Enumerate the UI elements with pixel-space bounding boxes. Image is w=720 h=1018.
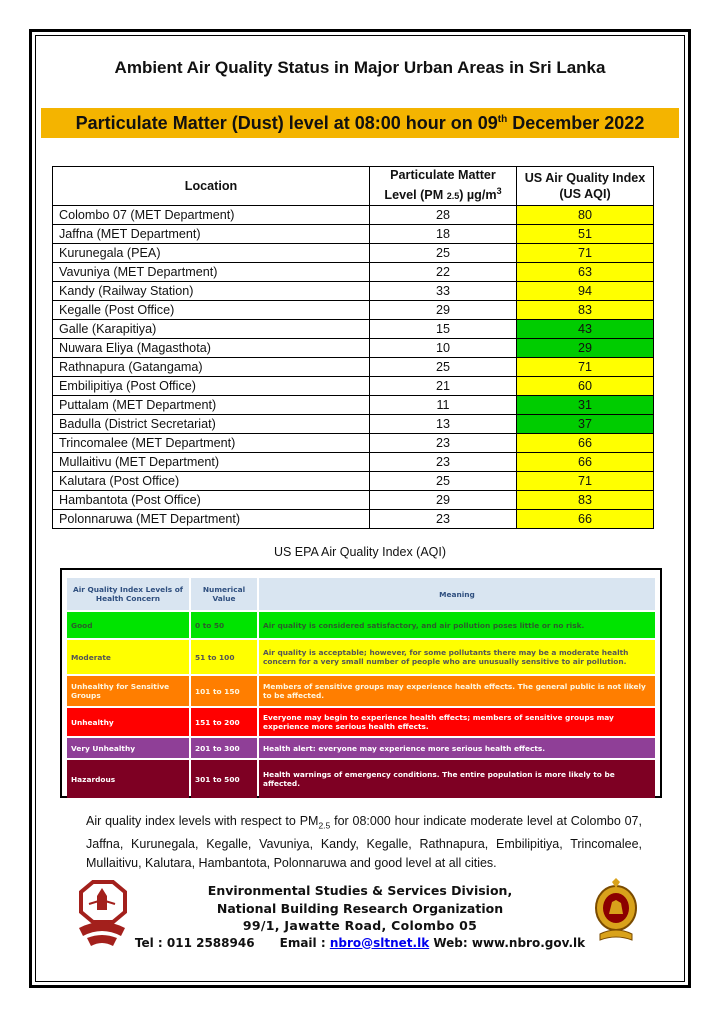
row-location: Vavuniya (MET Department): [53, 263, 370, 282]
row-location: Embilipitiya (Post Office): [53, 377, 370, 396]
row-pm-value: 29: [370, 491, 517, 510]
table-row: [53, 263, 654, 282]
aqi-level-meaning: Members of sensitive groups may experience health effects. The general public is not likely to be affected.: [259, 676, 655, 706]
row-pm-value: 33: [370, 282, 517, 301]
aqi-level-name: Very Unhealthy: [67, 738, 189, 758]
row-pm-value: 10: [370, 339, 517, 358]
aqi-level-range: 201 to 300: [191, 738, 257, 758]
table-row: [53, 510, 654, 529]
row-aqi-value: 71: [517, 358, 654, 377]
row-location: Kandy (Railway Station): [53, 282, 370, 301]
row-pm-value: 25: [370, 244, 517, 263]
row-pm-value: 23: [370, 453, 517, 472]
aqi-level-meaning: Air quality is considered satisfactory, and air pollution poses little or no risk.: [259, 612, 655, 638]
aqi-level-name: Moderate: [67, 640, 189, 674]
row-aqi-value: 83: [517, 301, 654, 320]
aqi-level-row-usg: [67, 676, 655, 706]
subtitle-sup: th: [497, 113, 508, 125]
subtitle-pre: Particulate Matter (Dust) level at 08:00 hour on 09: [75, 112, 498, 133]
row-pm-value: 13: [370, 415, 517, 434]
aqi-level-range: 51 to 100: [191, 640, 257, 674]
subtitle-post: December 2022: [507, 112, 645, 133]
footer-line2: National Building Research Organization: [216, 900, 504, 916]
row-location: Kurunegala (PEA): [53, 244, 370, 263]
row-location: Kalutara (Post Office): [53, 472, 370, 491]
aqi-legend-header: [67, 578, 655, 610]
row-pm-value: 25: [370, 472, 517, 491]
table-row: [53, 415, 654, 434]
footer-email-label: Email :: [279, 935, 330, 950]
aqi-level-row-very: [67, 738, 655, 758]
row-location: Hambantota (Post Office): [53, 491, 370, 510]
aqi-level-row-haz: [67, 760, 655, 798]
header-pm-sub: 2.5: [446, 191, 460, 202]
aqi-legend-title: US EPA Air Quality Index (AQI): [273, 545, 447, 559]
row-pm-value: 11: [370, 396, 517, 415]
row-location: Galle (Karapitiya): [53, 320, 370, 339]
footer-tel: Tel : 011 2588946: [134, 935, 255, 950]
table-row: [53, 244, 654, 263]
subtitle-text: [76, 113, 645, 134]
row-aqi-value: 71: [517, 472, 654, 491]
row-pm-value: 22: [370, 263, 517, 282]
aqi-level-row-moderate: [67, 640, 655, 674]
footer-organization: [0, 882, 720, 952]
row-pm-value: 25: [370, 358, 517, 377]
row-location: Jaffna (MET Department): [53, 225, 370, 244]
note-sub: 2.5: [318, 820, 331, 831]
row-aqi-value: 80: [517, 206, 654, 225]
footer-line1: Environmental Studies & Services Division,: [207, 883, 513, 898]
row-aqi-value: 66: [517, 510, 654, 529]
aqi-level-meaning: Health alert: everyone may experience more serious health effects.: [259, 738, 655, 758]
header-pm: [370, 167, 517, 206]
summary-note: [86, 812, 642, 872]
row-aqi-value: 66: [517, 434, 654, 453]
row-location: Puttalam (MET Department): [53, 396, 370, 415]
aqi-level-meaning: Air quality is acceptable; however, for some pollutants there may be a moderate health concern for a very small number of people who are unusually sensitive to air pollution.: [259, 640, 655, 674]
footer-web: Web: www.nbro.gov.lk: [429, 935, 586, 950]
table-row: [53, 396, 654, 415]
aqi-level-name: Hazardous: [67, 760, 189, 798]
header-pm-sup: 3: [496, 186, 502, 197]
footer-contact: [0, 935, 720, 953]
aqi-level-meaning: Health warnings of emergency conditions. The entire population is more likely to be affected.: [259, 760, 655, 798]
aqi-legend-box: [60, 568, 662, 798]
row-aqi-value: 31: [517, 396, 654, 415]
footer-line3: 99/1, Jawatte Road, Colombo 05: [242, 918, 478, 933]
row-pm-value: 23: [370, 510, 517, 529]
header-aqi-line2: (US AQI): [559, 187, 611, 201]
header-aqi: [517, 167, 654, 206]
header-location: Location: [53, 167, 370, 206]
row-pm-value: 23: [370, 434, 517, 453]
pm-table: [52, 166, 654, 529]
header-aqi-line1: US Air Quality Index: [524, 171, 646, 185]
row-location: Badulla (District Secretariat): [53, 415, 370, 434]
row-pm-value: 28: [370, 206, 517, 225]
aqi-level-row-good: [67, 612, 655, 638]
table-row: [53, 453, 654, 472]
table-row: [53, 339, 654, 358]
row-aqi-value: 43: [517, 320, 654, 339]
header-pm-unit: ) µg/m: [459, 188, 497, 203]
row-aqi-value: 71: [517, 244, 654, 263]
row-aqi-value: 94: [517, 282, 654, 301]
row-aqi-value: 66: [517, 453, 654, 472]
table-row: [53, 320, 654, 339]
row-pm-value: 29: [370, 301, 517, 320]
aqi-level-name: Unhealthy for Sensitive Groups: [67, 676, 189, 706]
row-location: Polonnaruwa (MET Department): [53, 510, 370, 529]
row-location: Kegalle (Post Office): [53, 301, 370, 320]
row-location: Colombo 07 (MET Department): [53, 206, 370, 225]
header-pm-line2: Level (PM: [384, 188, 447, 203]
aqi-head-value: Numerical Value: [191, 578, 257, 610]
row-pm-value: 15: [370, 320, 517, 339]
table-row: [53, 301, 654, 320]
row-pm-value: 18: [370, 225, 517, 244]
table-row: [53, 358, 654, 377]
aqi-level-name: Good: [67, 612, 189, 638]
row-pm-value: 21: [370, 377, 517, 396]
table-row: [53, 472, 654, 491]
note-pre: Air quality index levels with respect to PM: [86, 814, 319, 828]
row-location: Nuwara Eliya (Magasthota): [53, 339, 370, 358]
row-aqi-value: 51: [517, 225, 654, 244]
row-location: Trincomalee (MET Department): [53, 434, 370, 453]
row-aqi-value: 63: [517, 263, 654, 282]
aqi-head-meaning: Meaning: [259, 578, 655, 610]
footer-email-link[interactable]: nbro@sltnet.lk: [329, 935, 430, 950]
row-aqi-value: 37: [517, 415, 654, 434]
note-post: for 08:000 hour indicate moderate level at Colombo 07, Jaffna, Kurunegala, Kegalle, Vavuniya, Kandy, Kegalle, Rathnapura, Embilipitiya, Trincomalee, Mullaitivu, Kalutara, Hambantota, Polonnaruwa and good level at all cities.: [86, 814, 642, 870]
table-row: [53, 282, 654, 301]
aqi-level-range: 101 to 150: [191, 676, 257, 706]
row-aqi-value: 60: [517, 377, 654, 396]
table-row: [53, 434, 654, 453]
table-row: [53, 206, 654, 225]
row-location: Rathnapura (Gatangama): [53, 358, 370, 377]
table-header-row: [53, 167, 654, 206]
table-row: [53, 491, 654, 510]
aqi-level-range: 0 to 50: [191, 612, 257, 638]
aqi-level-range: 301 to 500: [191, 760, 257, 798]
table-row: [53, 377, 654, 396]
row-aqi-value: 29: [517, 339, 654, 358]
aqi-legend-grid: [67, 578, 655, 800]
table-row: [53, 225, 654, 244]
page-title: Ambient Air Quality Status in Major Urban Areas in Sri Lanka: [114, 58, 606, 77]
aqi-level-range: 151 to 200: [191, 708, 257, 736]
aqi-level-row-unhealthy: [67, 708, 655, 736]
row-location: Mullaitivu (MET Department): [53, 453, 370, 472]
row-aqi-value: 83: [517, 491, 654, 510]
aqi-level-name: Unhealthy: [67, 708, 189, 736]
header-pm-line1: Particulate Matter: [390, 168, 496, 183]
subtitle-banner: [41, 108, 679, 138]
aqi-level-meaning: Everyone may begin to experience health effects; members of sensitive groups may experience more serious health effects.: [259, 708, 655, 736]
aqi-head-levels: Air Quality Index Levels of Health Concern: [67, 578, 189, 610]
pm-table-body: [53, 206, 654, 529]
